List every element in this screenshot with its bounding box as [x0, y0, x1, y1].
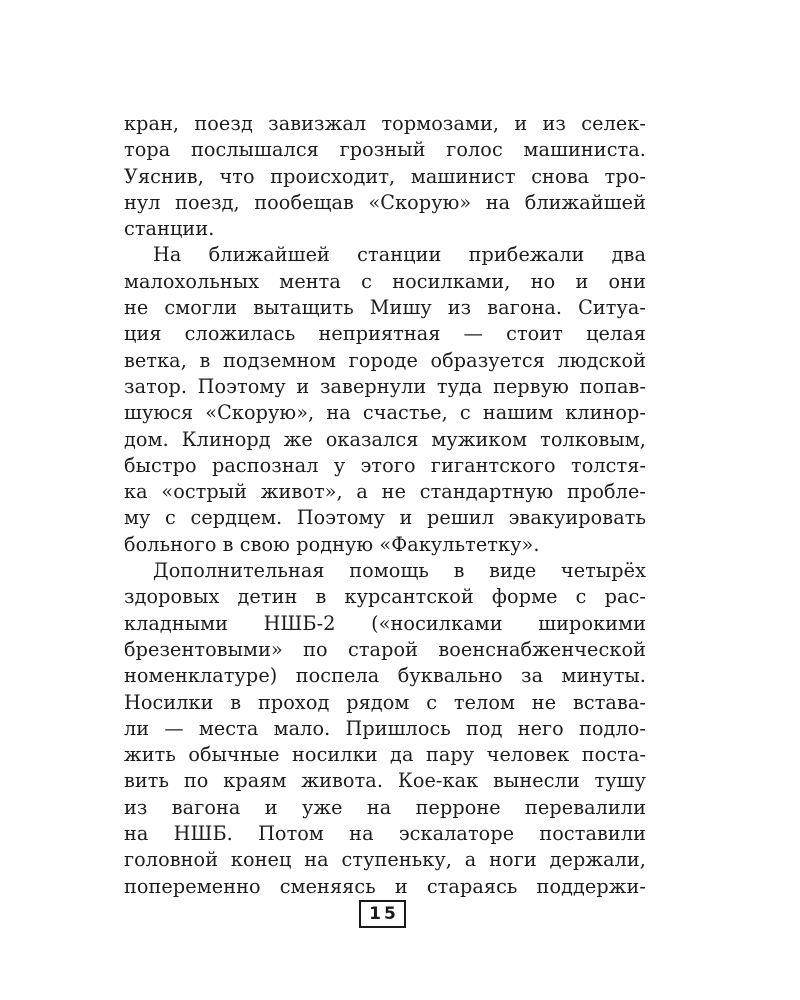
text-line: не смогли вытащить Мишу из вагона. Ситуа- [124, 296, 646, 320]
text-line: головной конец на ступеньку, а ноги держали, [124, 848, 646, 872]
text-line: вить по краям живота. Кое-как вынесли тушу [124, 769, 646, 793]
text-line: Уяснив, что происходит, машинист снова тро- [124, 164, 646, 188]
text-line: ка «острый живот», а не стандартную пробле- [124, 480, 646, 504]
text-line: из вагона и уже на перроне перевалили [124, 795, 646, 819]
text-line: дом. Клинорд же оказался мужиком толковым, [124, 427, 646, 451]
text-line: кран, поезд завизжал тормозами, и из селек- [124, 112, 646, 135]
text-line: шуюся «Скорую», на счастье, с нашим клинор- [124, 401, 646, 425]
text-line: здоровых детин в курсантской форме с рас- [124, 585, 646, 609]
text-line: попеременно сменяясь и стараясь поддержи- [124, 874, 646, 898]
text-line: затор. Поэтому и завернули туда первую попав- [124, 374, 646, 398]
text-line: Дополнительная помощь в виде четырёх [153, 559, 646, 583]
text-line: ли — места мало. Пришлось под него подло- [124, 716, 646, 740]
text-line: Носилки в проход рядом с телом не встава- [124, 690, 646, 714]
body-text [124, 111, 646, 900]
text-line: На ближайшей станции прибежали два [153, 243, 646, 267]
text-line: больного в свою родную «Факультетку». [124, 532, 540, 556]
text-line: жить обычные носилки да пару человек поста- [124, 743, 646, 767]
text-line: кладными НШБ-2 («носилками широкими [124, 611, 646, 635]
page-number: 15 [359, 900, 406, 928]
text-line: брезентовыми» по старой военснабженческой [124, 637, 646, 661]
text-line: малохольных мента с носилками, но и они [124, 269, 646, 293]
text-line: нул поезд, пообещав «Скорую» на ближайшей [124, 190, 646, 214]
text-line: ветка, в подземном городе образуется людской [124, 348, 646, 372]
text-line: му с сердцем. Поэтому и решил эвакуировать [124, 506, 646, 530]
text-line: тора послышался грозный голос машиниста. [124, 138, 646, 162]
text-line: быстро распознал у этого гигантского толстя- [124, 453, 646, 477]
text-line: номенклатуре) поспела буквально за минуты. [124, 664, 646, 688]
text-line: ция сложилась неприятная — стоит целая [124, 322, 646, 346]
text-line: на НШБ. Потом на эскалаторе поставили [124, 822, 646, 846]
text-line: станции. [124, 217, 215, 241]
